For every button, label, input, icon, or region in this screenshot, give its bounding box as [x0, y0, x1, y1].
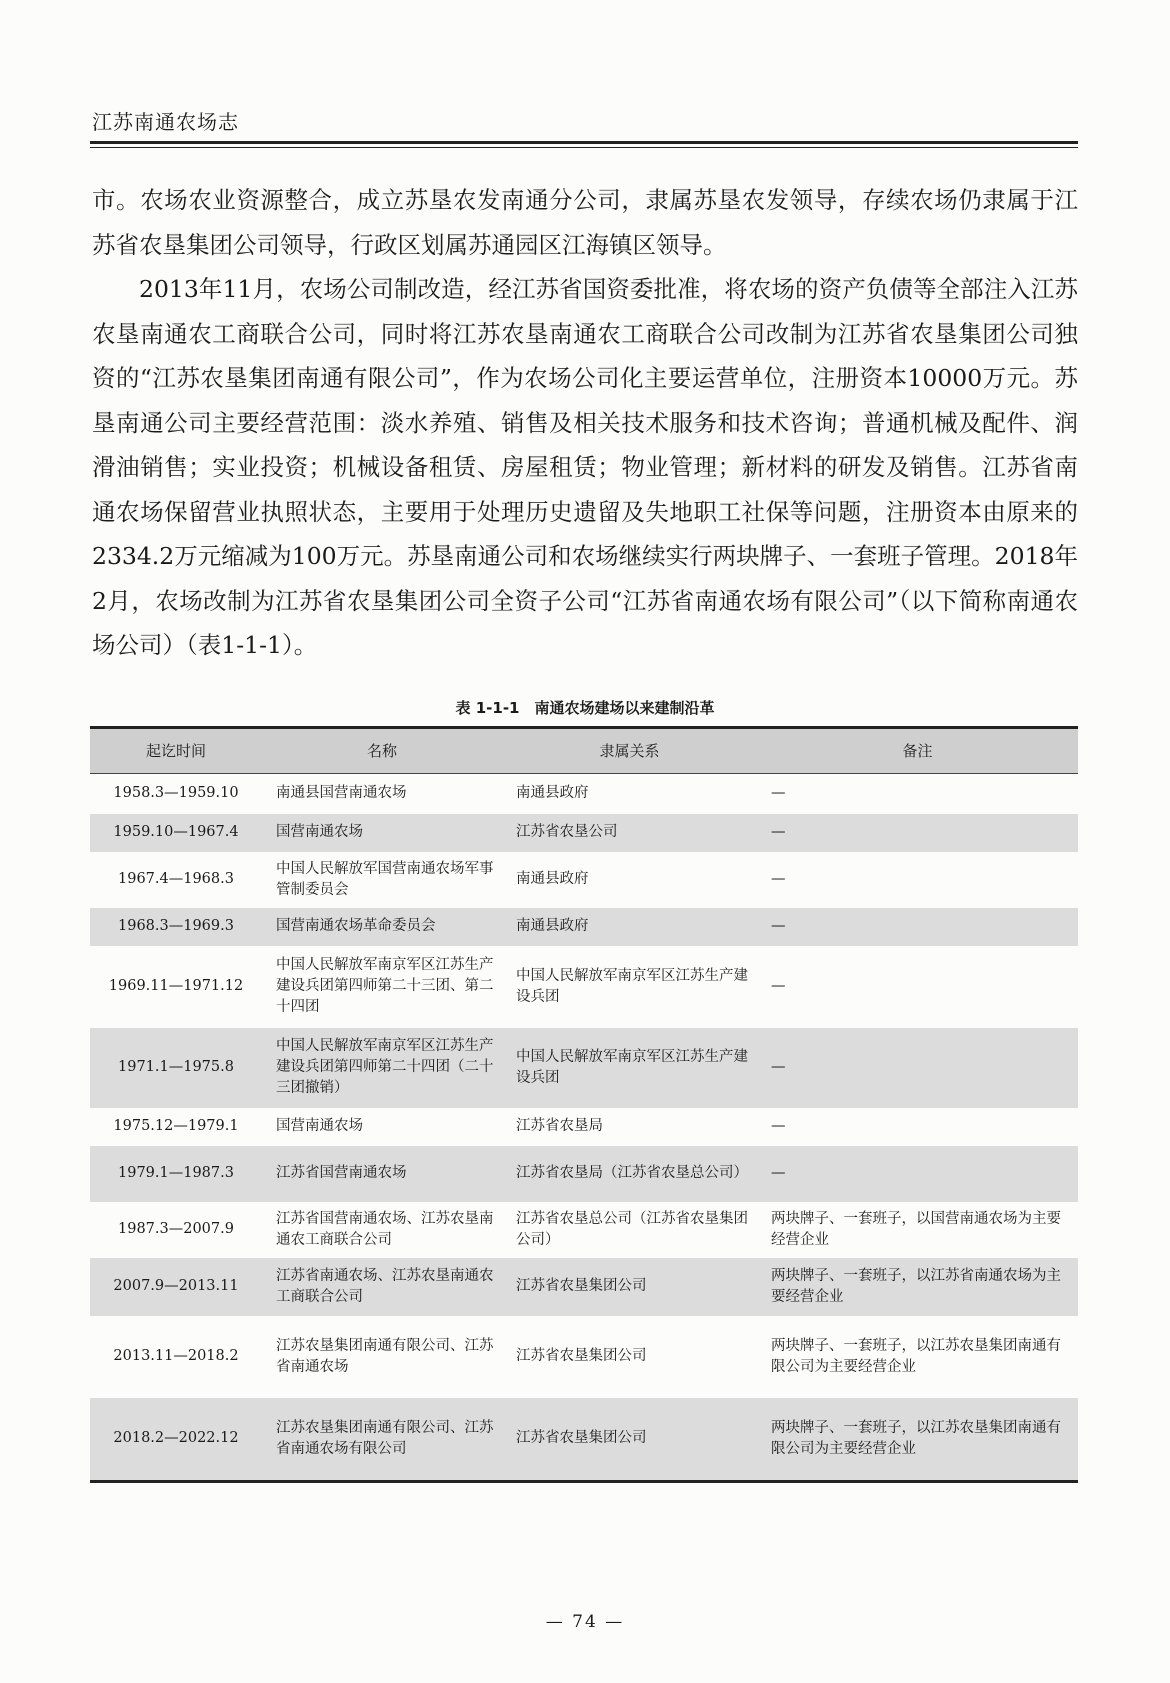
cell-note: 两块牌子、一套班子，以江苏农垦集团南通有限公司为主要经营企业: [757, 1398, 1078, 1482]
cell-name: 江苏省国营南通农场: [262, 1146, 502, 1202]
cell-affiliation: 南通县政府: [516, 871, 589, 887]
cell-affiliation: 江苏省农垦集团公司: [502, 1258, 757, 1316]
cell-affiliation: 江苏省农垦总公司（江苏省农垦集团公司）: [516, 1210, 748, 1248]
cell-period: 2007.9—2013.11: [90, 1258, 262, 1316]
cell-note: —: [771, 785, 786, 802]
cell-note: 两块牌子、一套班子，以国营南通农场为主要经营企业: [771, 1210, 1061, 1248]
cell-note: 两块牌子、一套班子，以江苏农垦集团南通有限公司为主要经营企业: [771, 1337, 1061, 1375]
cell-affiliation: 南通县政府: [516, 785, 589, 802]
cell-note: —: [757, 1028, 1078, 1108]
cell-period: 1959.10—1967.4: [90, 814, 262, 852]
running-head-title: 江苏南通农场志: [92, 110, 239, 134]
cell-affiliation: 江苏省农垦局: [516, 1118, 603, 1134]
cell-name: 江苏农垦集团南通有限公司、江苏省南通农场有限公司: [262, 1398, 502, 1482]
paragraph: 市。农场农业资源整合，成立苏垦农发南通分公司，隶属苏垦农发领导，存续农场仍隶属于江苏省农垦集团公司领导，行政区划属苏通园区江海镇区领导。: [92, 186, 1078, 259]
cell-period: 1975.12—1979.1: [113, 1118, 239, 1134]
cell-note: —: [771, 978, 786, 994]
cell-name: 中国人民解放军南京军区江苏生产建设兵团第四师第二十三团、第二十四团: [276, 957, 494, 1015]
cell-period: 2013.11—2018.2: [113, 1348, 239, 1364]
cell-period: 1987.3—2007.9: [118, 1221, 234, 1237]
cell-name: 南通县国营南通农场: [276, 785, 407, 802]
table-row: [90, 814, 1078, 852]
cell-name: 国营南通农场: [262, 814, 502, 852]
table-row: [90, 908, 1078, 946]
header-period: 起讫时间: [90, 728, 262, 774]
table-row: [90, 1146, 1078, 1202]
table-row: [90, 1202, 1078, 1258]
cell-affiliation: 江苏省农垦集团公司: [516, 1348, 647, 1364]
cell-name: 国营南通农场革命委员会: [262, 908, 502, 946]
cell-affiliation: 南通县政府: [502, 908, 757, 946]
table-row: [90, 1108, 1078, 1146]
body-text: [92, 178, 1078, 668]
cell-affiliation: 中国人民解放军南京军区江苏生产建设兵团: [502, 1028, 757, 1108]
cell-period: 2018.2—2022.12: [90, 1398, 262, 1482]
cell-note: —: [757, 908, 1078, 946]
cell-note: —: [757, 814, 1078, 852]
cell-period: 1971.1—1975.8: [90, 1028, 262, 1108]
cell-affiliation: 江苏省农垦集团公司: [502, 1398, 757, 1482]
cell-name: 国营南通农场: [276, 1118, 363, 1134]
cell-period: 1969.11—1971.12: [108, 978, 244, 994]
cell-affiliation: 中国人民解放军南京军区江苏生产建设兵团: [516, 967, 748, 1005]
header-affiliation: 隶属关系: [502, 728, 757, 774]
table-row: [90, 852, 1078, 908]
cell-affiliation: 江苏省农垦局（江苏省农垦总公司）: [502, 1146, 757, 1202]
table-row: [90, 774, 1078, 814]
cell-period: 1979.1—1987.3: [90, 1146, 262, 1202]
history-table: [90, 726, 1078, 1483]
table-caption: 表 1-1-1 南通农场建场以来建制沿革: [455, 699, 715, 717]
cell-period: 1967.4—1968.3: [118, 871, 234, 887]
cell-name: 江苏农垦集团南通有限公司、江苏省南通农场: [276, 1337, 494, 1375]
table-header-row: [90, 728, 1078, 774]
cell-period: 1968.3—1969.3: [90, 908, 262, 946]
table-row: [90, 1258, 1078, 1316]
cell-note: —: [771, 1118, 786, 1134]
cell-name: 中国人民解放军南京军区江苏生产建设兵团第四师第二十四团（二十三团撤销）: [262, 1028, 502, 1108]
cell-affiliation: 江苏省农垦公司: [502, 814, 757, 852]
cell-period: 1958.3—1959.10: [113, 785, 239, 802]
cell-note: —: [771, 871, 786, 887]
cell-name: 江苏省国营南通农场、江苏农垦南通农工商联合公司: [276, 1210, 494, 1248]
page-number: — 74 —: [545, 1612, 625, 1632]
cell-note: —: [757, 1146, 1078, 1202]
table-row: [90, 1398, 1078, 1482]
cell-note: 两块牌子、一套班子，以江苏省南通农场为主要经营企业: [757, 1258, 1078, 1316]
header-rule: [90, 141, 1078, 148]
table-row: [90, 1316, 1078, 1398]
header-note: 备注: [757, 728, 1078, 774]
cell-name: 江苏省南通农场、江苏农垦南通农工商联合公司: [262, 1258, 502, 1316]
header-name: 名称: [262, 728, 502, 774]
table-row: [90, 946, 1078, 1028]
cell-name: 中国人民解放军国营南通农场军事管制委员会: [276, 860, 494, 898]
paragraph: 2013年11月，农场公司制改造，经江苏省国资委批准，将农场的资产负债等全部注入江苏农垦南通农工商联合公司，同时将江苏农垦南通农工商联合公司改制为江苏省农垦集团公司独资的“江苏农垦集团南通有限公司”，作为农场公司化主要运营单位，注册资本10000万元。苏垦南通公司主要经营范围：淡水养殖、销售及相关技术服务和技术咨询；普通机械及配件、润滑油销售；实业投资；机械设备租赁、房屋租赁；物业管理；新材料的研发及销售。江苏省南通农场保留营业执照状态，主要用于处理历史遗留及失地职工社保等问题，注册资本由原来的2334.2万元缩减为100万元。苏垦南通公司和农场继续实行两块牌子、一套班子管理。2018年2月，农场改制为江苏省农垦集团公司全资子公司“江苏省南通农场有限公司”（以下简称南通农场公司）（表1-1-1）。: [92, 275, 1078, 659]
table-row: [90, 1028, 1078, 1108]
